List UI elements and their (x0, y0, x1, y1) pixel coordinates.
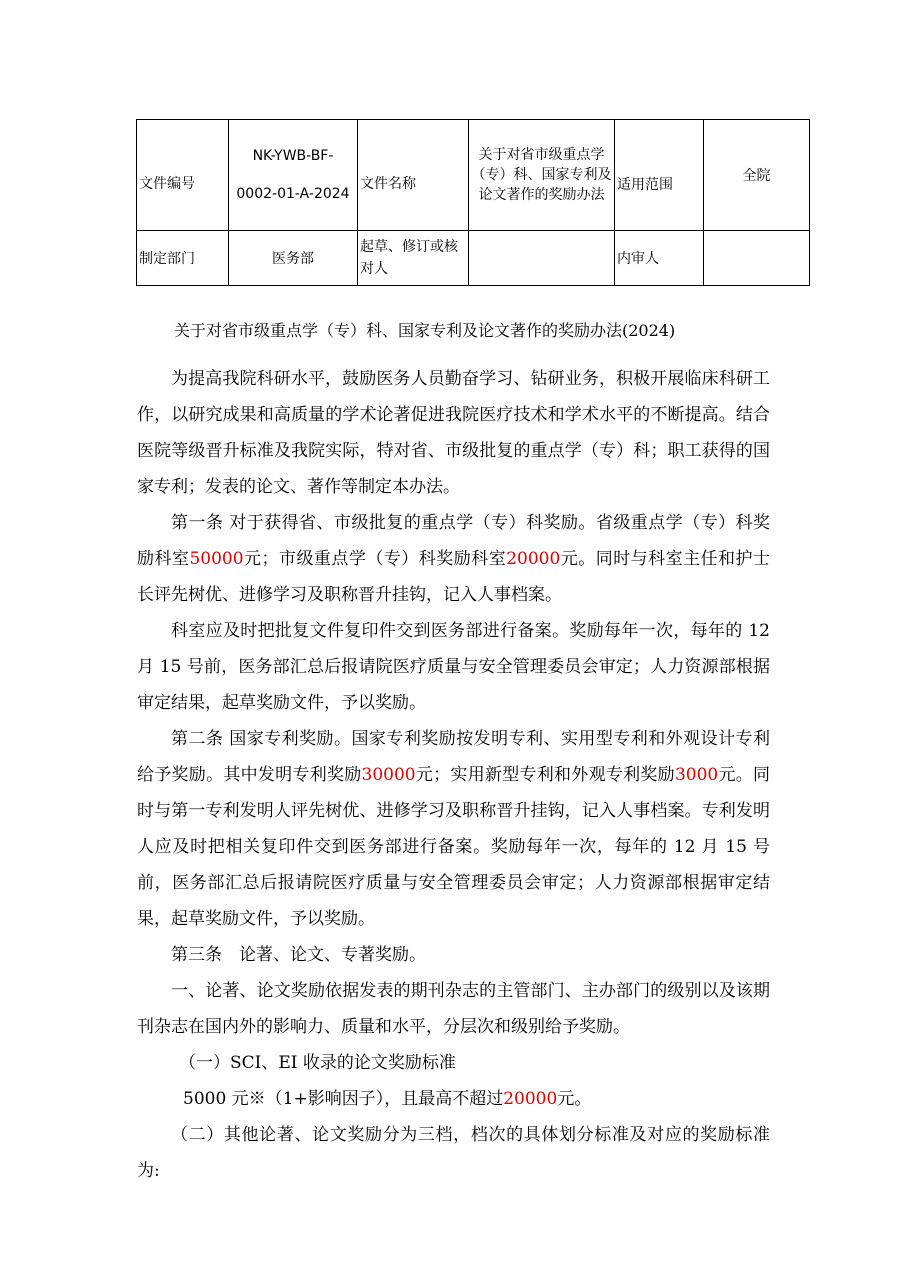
article-1-text-c: 元。同时与科室主任和护士长评先树优、进修学习及职称晋升挂钩，记入人事档案。 (137, 549, 771, 605)
article-2-text-b: 元；实用新型专利和外观专利奖励 (415, 765, 675, 785)
scope-label: 适用范围 (615, 120, 704, 231)
reviewer-value (704, 231, 810, 286)
doc-no-line2: 0002-01-A-2024 (236, 186, 350, 202)
sci-ei-heading: （一）SCI、EI 收录的论文奖励标准 (179, 1053, 456, 1073)
doc-no-value (229, 120, 358, 231)
formula-text-a: 5000 元※（1+影响因子），且最高不超过 (183, 1089, 504, 1109)
article-1-text-b: 元；市级重点学（专）科奖励科室 (243, 549, 507, 569)
article-1-text-a: 第一条 对于获得省、市级批复的重点学（专）科奖励。省级重点学（专）科奖励科室 (137, 513, 770, 569)
article-1-paragraph (137, 505, 770, 613)
doc-name-label: 文件名称 (358, 120, 469, 231)
doc-no-line1: NK-YWB-BF- (252, 148, 334, 164)
reviewer-label: 内审人 (615, 231, 704, 286)
other-papers-paragraph: （二）其他论著、论文奖励分为三档，档次的具体划分标准及对应的奖励标准为: (137, 1125, 770, 1181)
article-2-paragraph (137, 721, 770, 937)
document-body (137, 361, 770, 1189)
article-2-text-c: 元。同时与第一专利发明人评先树优、进修学习及职称晋升挂钩，记入人事档案。专利发明人应及时把相关复印件交到医务部进行备案。奖励每年一次，每年的 12 月 15 号前，医务部汇总后报请院医疗质量与安全管理委员会审定；人力资源部根据审定结果，起草奖励文件，予以奖励。 (137, 765, 771, 929)
dept-value: 医务部 (229, 231, 358, 286)
formula-max-amount: 20000 (503, 1089, 558, 1109)
article-2-text-a: 第二条 国家专利奖励。国家专利奖励按发明专利、实用型专利和外观设计专利给予奖励。其中发明专利奖励 (137, 729, 770, 785)
article-2-amount-utility: 3000 (674, 765, 719, 785)
filing-paragraph: 科室应及时把批复文件复印件交到医务部进行备案。奖励每年一次，每年的 12 月 15 号前，医务部汇总后报请院医疗质量与安全管理委员会审定；人力资源部根据审定结果，起草奖励文件，予以奖励。 (137, 621, 770, 713)
drafter-label: 起草、修订或核对人 (358, 231, 469, 286)
dept-label: 制定部门 (137, 231, 229, 286)
item-1-paragraph: 一、论著、论文奖励依据发表的期刊杂志的主管部门、主办部门的级别以及该期刊杂志在国内外的影响力、质量和水平，分层次和级别给予奖励。 (137, 981, 770, 1037)
document-info-table (136, 119, 810, 286)
info-row-1 (137, 120, 810, 231)
drafter-value (469, 231, 615, 286)
article-3-heading: 第三条 论著、论文、专著奖励。 (171, 945, 426, 965)
sci-ei-formula (137, 1081, 770, 1117)
document-title: 关于对省市级重点学（专）科、国家专利及论文著作的奖励办法(2024) (174, 321, 676, 340)
doc-no-label: 文件编号 (137, 120, 229, 231)
intro-paragraph: 为提高我院科研水平，鼓励医务人员勤奋学习、钻研业务，积极开展临床科研工作，以研究成果和高质量的学术论著促进我院医疗技术和学术水平的不断提高。结合医院等级晋升标准及我院实际，特对省、市级批复的重点学（专）科；职工获得的国家专利；发表的论文、著作等制定本办法。 (137, 369, 770, 497)
doc-name-value: 关于对省市级重点学（专）科、国家专利及论文著作的奖励办法 (469, 120, 615, 231)
scope-value: 全院 (704, 120, 810, 231)
article-2-amount-invention: 30000 (361, 765, 416, 785)
formula-text-b: 元。 (557, 1089, 592, 1109)
article-1-amount-provincial: 50000 (189, 549, 244, 569)
article-1-amount-municipal: 20000 (506, 549, 561, 569)
info-row-2 (137, 231, 810, 286)
